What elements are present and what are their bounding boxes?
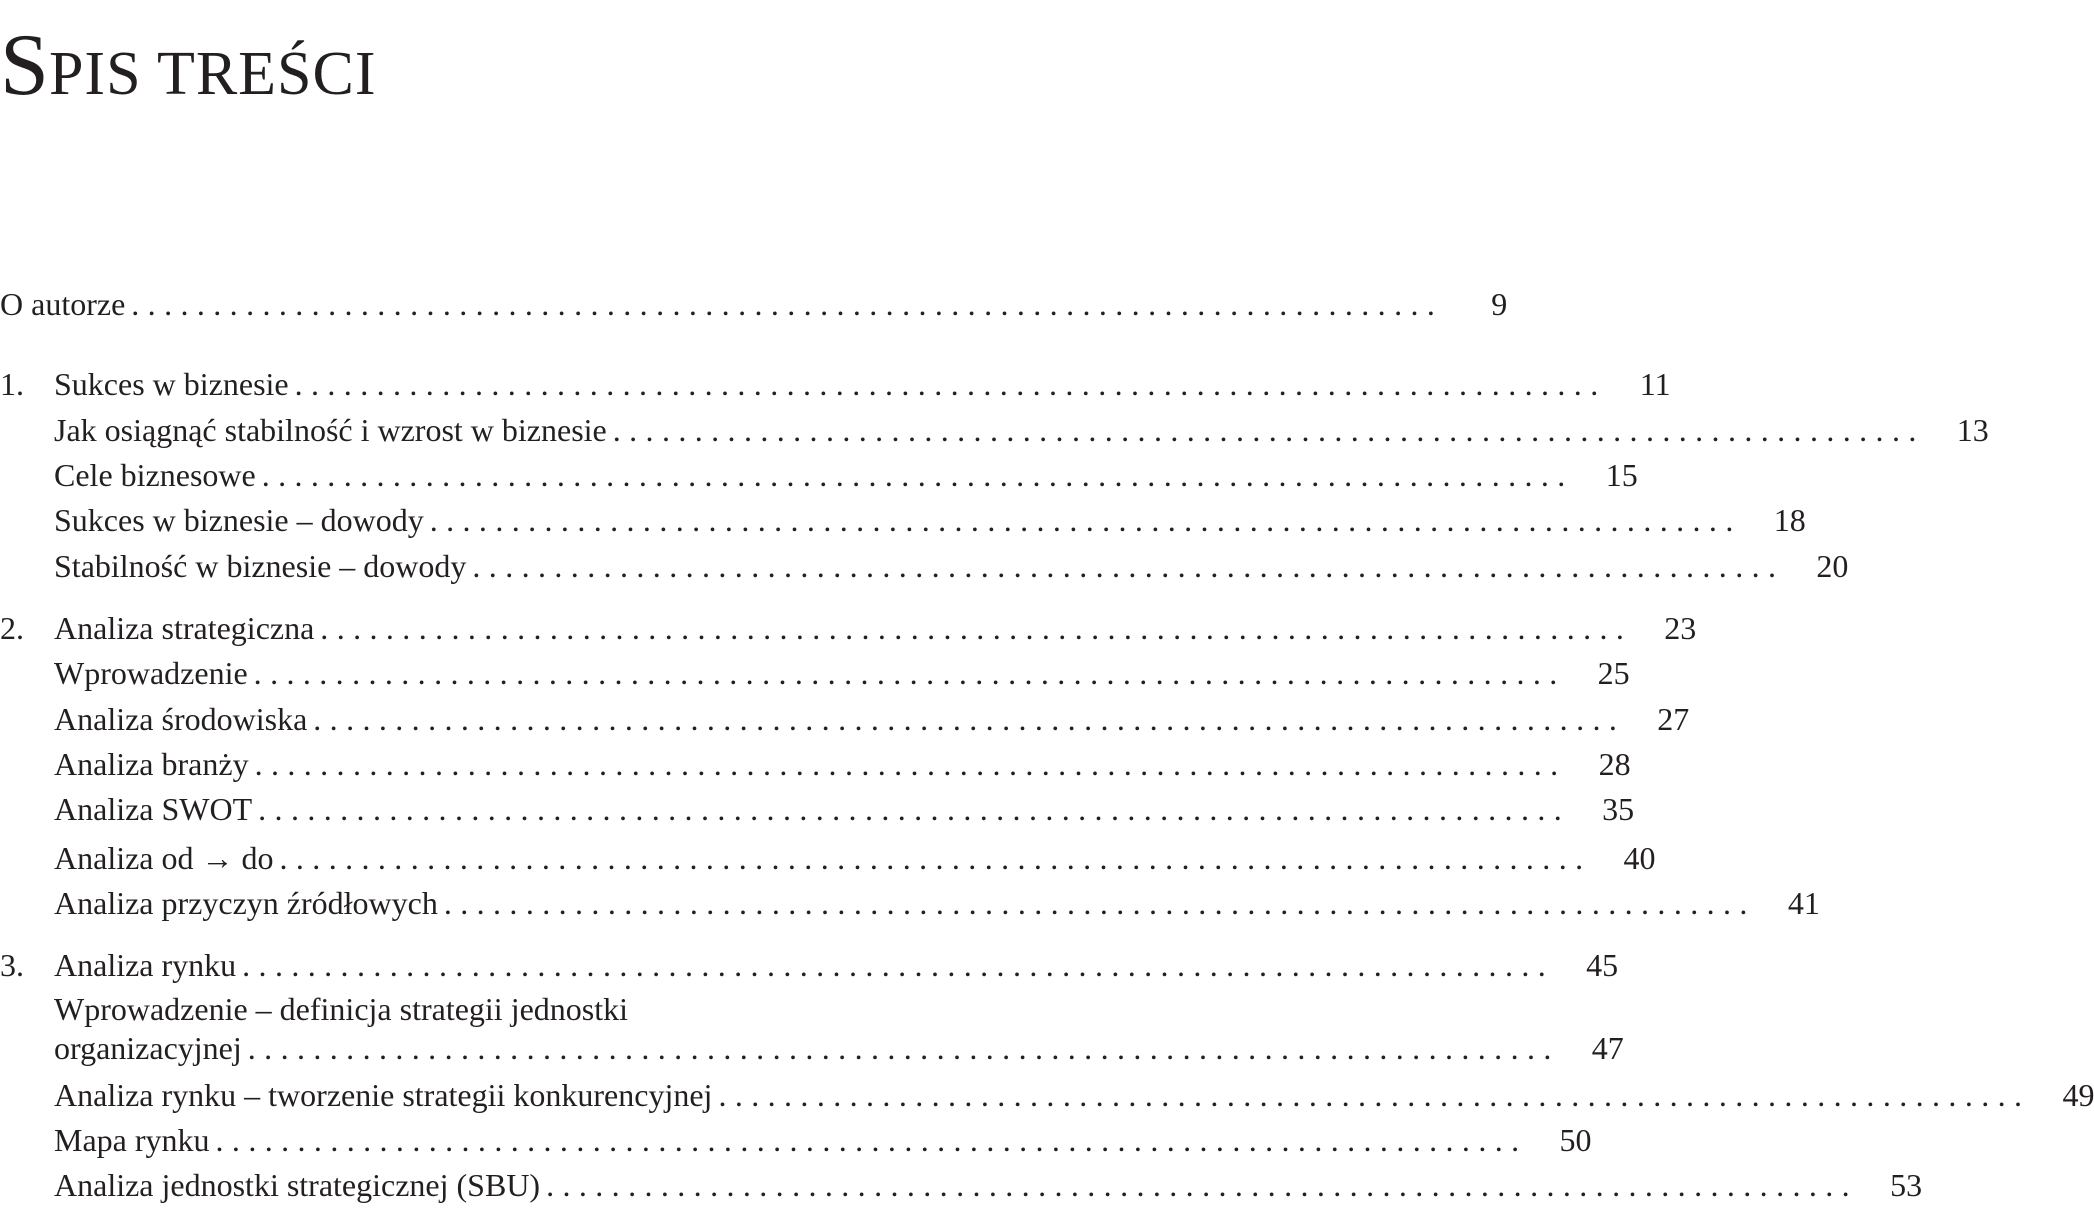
- toc-entry-label: Analiza środowiska: [54, 701, 308, 737]
- toc-entry-label: Analiza rynku: [54, 947, 237, 983]
- dot-leader: ................................................................................: [546, 1167, 1859, 1203]
- dot-leader: ................................................................................: [247, 1030, 1560, 1066]
- dot-leader: ................................................................................: [443, 885, 1756, 921]
- title-rest: PIS TREŚCI: [48, 40, 377, 108]
- toc-entry-page: 47: [1591, 1030, 1624, 1066]
- toc-entry-label: Sukces w biznesie: [54, 366, 289, 402]
- toc-entry-page: 18: [1773, 502, 1806, 538]
- toc-entry-label: Analiza SWOT: [54, 791, 253, 827]
- toc-entry-page: 11: [1639, 366, 1671, 402]
- toc-entry-author[interactable]: [0, 284, 1508, 324]
- dot-leader: ................................................................................: [131, 286, 1444, 322]
- title-initial: S: [0, 17, 49, 114]
- dot-leader: ................................................................................: [258, 791, 1571, 827]
- toc-entry-page: 45: [1586, 947, 1619, 983]
- toc-section[interactable]: [54, 410, 1989, 450]
- toc-entry-page: 40: [1623, 840, 1656, 876]
- toc-entry-page: 50: [1559, 1122, 1592, 1158]
- dot-leader: ................................................................................: [294, 366, 1607, 402]
- dot-leader: ................................................................................: [253, 655, 1566, 691]
- toc-entry-label: Stabilność w biznesie – dowody: [54, 548, 467, 584]
- toc-entry-label: Sukces w biznesie – dowody: [54, 502, 424, 538]
- toc-entry-label: Mapa rynku: [54, 1122, 210, 1158]
- toc-entry-page: 49: [2062, 1077, 2094, 1113]
- toc-entry-page: 53: [1890, 1167, 1923, 1203]
- toc-section[interactable]: [54, 744, 1631, 784]
- dot-leader: ................................................................................: [472, 548, 1785, 584]
- toc-chapter-3[interactable]: [0, 945, 1619, 985]
- toc-section[interactable]: [54, 789, 1635, 829]
- toc-entry-label: Analiza strategiczna: [54, 610, 315, 646]
- toc-entry-page: 27: [1657, 701, 1690, 737]
- page-title: [0, 17, 377, 114]
- dot-leader: ................................................................................: [261, 457, 1574, 493]
- dot-leader: ................................................................................: [313, 701, 1626, 737]
- dot-leader: ................................................................................: [215, 1122, 1528, 1158]
- toc-section[interactable]: [54, 1165, 1923, 1205]
- chapter-number: 1.: [0, 366, 24, 402]
- toc-entry-page: 35: [1602, 791, 1635, 827]
- toc-entry-label-line1: Wprowadzenie – definicja strategii jednostki: [54, 991, 629, 1027]
- dot-leader: ................................................................................: [279, 840, 1592, 876]
- toc-section[interactable]: [54, 699, 1690, 739]
- dot-leader: ................................................................................: [612, 412, 1925, 448]
- toc-entry-label: Jak osiągnąć stabilność i wzrost w biznesie: [54, 412, 607, 448]
- toc-section[interactable]: [54, 1028, 1624, 1068]
- toc-entry-label: Analiza jednostki strategicznej (SBU): [54, 1167, 541, 1203]
- dot-leader: ................................................................................: [242, 947, 1555, 983]
- toc-entry-page: 25: [1597, 655, 1630, 691]
- toc-entry-label: Cele biznesowe: [54, 457, 256, 493]
- toc-section[interactable]: [54, 1120, 1592, 1160]
- toc-entry-label: Wprowadzenie: [54, 655, 248, 691]
- toc-chapter-1[interactable]: [0, 364, 1671, 404]
- toc-entry-label: Analiza branży: [54, 746, 249, 782]
- toc-entry-page: 23: [1664, 610, 1697, 646]
- dot-leader: ................................................................................: [320, 610, 1633, 646]
- toc-section[interactable]: [54, 838, 1656, 878]
- toc-section[interactable]: [54, 455, 1638, 495]
- toc-entry-label: Analiza od → do: [54, 840, 274, 876]
- toc-entry-page: 28: [1598, 746, 1631, 782]
- toc-section[interactable]: [54, 1075, 2094, 1115]
- toc-section[interactable]: [54, 500, 1806, 540]
- toc-entry-label: O autorze: [0, 286, 126, 322]
- dot-leader: ................................................................................: [254, 746, 1567, 782]
- toc-entry-label: organizacyjnej: [54, 1030, 242, 1066]
- toc-chapter-2[interactable]: [0, 608, 1697, 648]
- toc-entry-page: 20: [1816, 548, 1849, 584]
- toc-entry-page: 9: [1491, 286, 1508, 322]
- toc-entry-page: 15: [1605, 457, 1638, 493]
- toc-entry-page: 13: [1956, 412, 1989, 448]
- chapter-number: 2.: [0, 610, 24, 646]
- chapter-number: 3.: [0, 947, 24, 983]
- toc-section[interactable]: [54, 546, 1849, 586]
- dot-leader: ................................................................................: [718, 1077, 2031, 1113]
- toc-entry-label: Analiza rynku – tworzenie strategii konkurencyjnej: [54, 1077, 713, 1113]
- toc-entry-label: Analiza przyczyn źródłowych: [54, 885, 438, 921]
- toc-section[interactable]: [54, 653, 1630, 693]
- toc-section[interactable]: [54, 883, 1820, 923]
- toc-entry-page: 41: [1787, 885, 1820, 921]
- dot-leader: ................................................................................: [429, 502, 1742, 538]
